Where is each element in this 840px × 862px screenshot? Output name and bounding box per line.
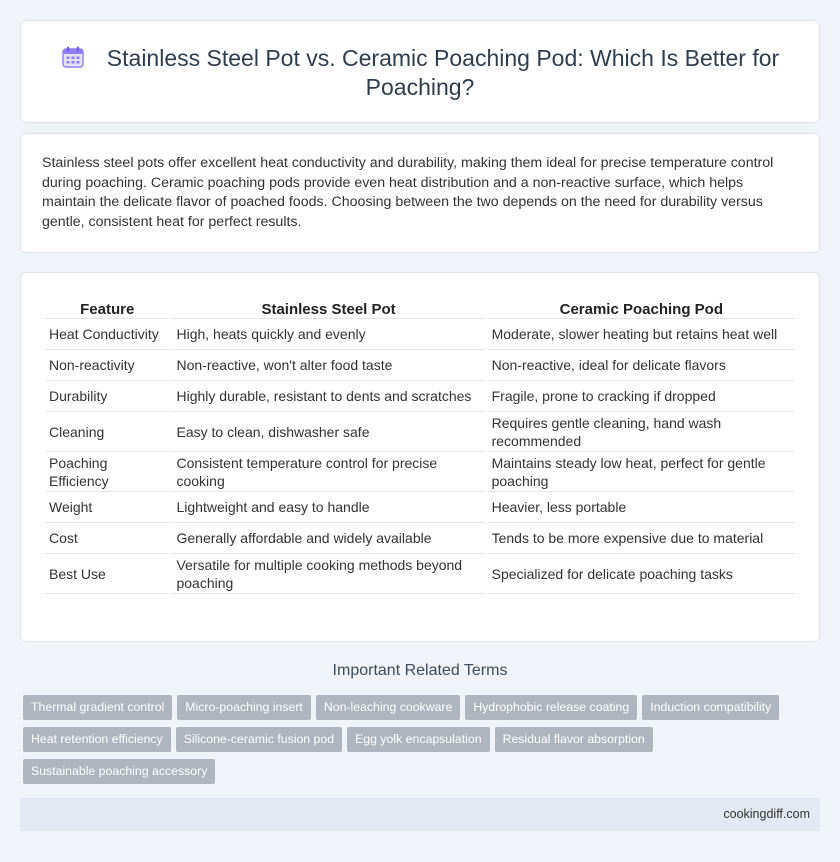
table-header-row xyxy=(45,294,795,319)
related-term-tag[interactable]: Induction compatibility xyxy=(642,695,779,720)
table-cell: Consistent temperature control for precise cooking xyxy=(172,452,484,492)
table-cell: Highly durable, resistant to dents and scratches xyxy=(172,381,484,412)
footer-site-link[interactable]: cookingdiff.com xyxy=(723,807,810,821)
table-cell: Generally affordable and widely available xyxy=(172,523,484,554)
related-terms-heading: Important Related Terms xyxy=(332,662,508,679)
table-cell: Lightweight and easy to handle xyxy=(172,492,484,523)
page-title xyxy=(51,44,789,102)
related-term-tag[interactable]: Silicone-ceramic fusion pod xyxy=(176,727,342,752)
related-term-tag[interactable]: Hydrophobic release coating xyxy=(465,695,637,720)
header-feature: Feature xyxy=(45,294,169,319)
header-stainless-steel-pot: Stainless Steel Pot xyxy=(172,294,484,319)
table-cell: Maintains steady low heat, perfect for gentle poaching xyxy=(488,452,795,492)
table-cell: Specialized for delicate poaching tasks xyxy=(488,554,795,594)
table-cell-feature: Poaching Efficiency xyxy=(45,452,169,492)
table-cell-feature: Cleaning xyxy=(45,412,169,452)
related-term-tag[interactable]: Residual flavor absorption xyxy=(495,727,653,752)
table-cell-feature: Best Use xyxy=(45,554,169,594)
table-row xyxy=(45,492,795,523)
table-row xyxy=(45,412,795,452)
table-cell: Non-reactive, won't alter food taste xyxy=(172,350,484,381)
table-cell: Non-reactive, ideal for delicate flavors xyxy=(488,350,795,381)
intro-paragraph: Stainless steel pots offer excellent heat conductivity and durability, making them ideal for precise temperature control during poaching. Ceramic poaching pods provide even heat distribution and a non-reactive surface, which helps maintain the delicate flavor of poached foods. Choosing between the two depends on the need for durability versus gentle, consistent heat for perfect results. xyxy=(42,155,774,230)
header-ceramic-poaching-pod: Ceramic Poaching Pod xyxy=(488,294,795,319)
table-cell: High, heats quickly and evenly xyxy=(172,319,484,350)
table-cell: Heavier, less portable xyxy=(488,492,795,523)
table-cell: Easy to clean, dishwasher safe xyxy=(172,412,484,452)
footer xyxy=(20,798,820,831)
table-cell: Fragile, prone to cracking if dropped xyxy=(488,381,795,412)
table-row xyxy=(45,350,795,381)
table-cell-feature: Heat Conductivity xyxy=(45,319,169,350)
comparison-table xyxy=(42,294,798,594)
table-cell-feature: Cost xyxy=(45,523,169,554)
related-term-tag[interactable]: Egg yolk encapsulation xyxy=(347,727,489,752)
table-row xyxy=(45,523,795,554)
table-cell-feature: Non-reactivity xyxy=(45,350,169,381)
intro-card xyxy=(20,133,820,253)
table-cell-feature: Durability xyxy=(45,381,169,412)
comparison-card xyxy=(20,272,820,642)
table-cell: Requires gentle cleaning, hand wash recommended xyxy=(488,412,795,452)
related-term-tag[interactable]: Thermal gradient control xyxy=(23,695,172,720)
related-term-tag[interactable]: Micro-poaching insert xyxy=(177,695,311,720)
table-cell: Tends to be more expensive due to material xyxy=(488,523,795,554)
related-term-tag[interactable]: Sustainable poaching accessory xyxy=(23,759,215,784)
table-row xyxy=(45,319,795,350)
related-terms-list xyxy=(23,695,823,791)
related-term-tag[interactable]: Heat retention efficiency xyxy=(23,727,171,752)
table-row xyxy=(45,381,795,412)
table-cell: Moderate, slower heating but retains heat well xyxy=(488,319,795,350)
table-cell: Versatile for multiple cooking methods beyond poaching xyxy=(172,554,484,594)
calendar-icon xyxy=(61,45,85,69)
related-term-tag[interactable]: Non-leaching cookware xyxy=(316,695,461,720)
table-row xyxy=(45,452,795,492)
table-cell-feature: Weight xyxy=(45,492,169,523)
table-row xyxy=(45,554,795,594)
title-card xyxy=(20,20,820,123)
page-title-text: Stainless Steel Pot vs. Ceramic Poaching Pod: Which Is Better for Poaching? xyxy=(106,45,780,100)
